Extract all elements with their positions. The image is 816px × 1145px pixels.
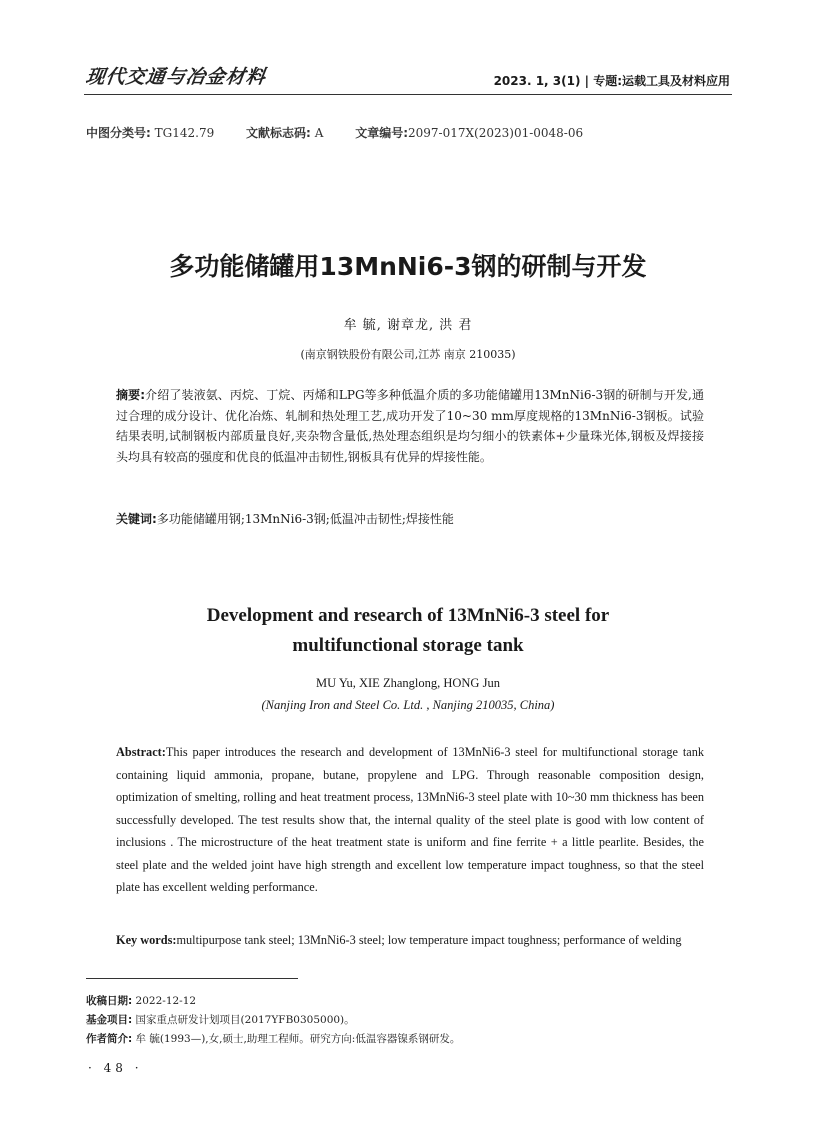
fund-label: 基金项目: [86, 1014, 133, 1026]
doc-code-value: A [314, 126, 324, 140]
cn-abstract [116, 385, 704, 467]
header-rule [84, 94, 732, 95]
en-keywords-text: multipurpose tank steel; 13MnNi6-3 steel; low temperature impact toughness; performance of welding [176, 933, 682, 947]
en-affiliation: (Nanjing Iron and Steel Co. Ltd. , Nanjing 210035, China) [261, 698, 555, 712]
clc-value: TG142.79 [154, 126, 215, 140]
meta-line [86, 124, 611, 141]
footnote-author [86, 1031, 460, 1046]
en-authors: MU Yu, XIE Zhanglong, HONG Jun [316, 676, 500, 690]
article-number [355, 126, 583, 140]
en-title [0, 601, 816, 661]
page-number: · 48 · [88, 1061, 143, 1075]
clc-label: 中图分类号: [86, 126, 151, 140]
cn-abstract-label: 摘要: [116, 388, 146, 402]
article-no-label: 文章编号: [355, 126, 408, 140]
author-bio-value: 牟 毓(1993—),女,硕士,助理工程师。研究方向:低温容器镍系钢研发。 [135, 1033, 461, 1045]
cn-keywords-text: 多功能储罐用钢;13MnNi6-3钢;低温冲击韧性;焊接性能 [156, 512, 454, 526]
doc-code-label: 文献标志码: [246, 126, 311, 140]
header-issue: 2023. 1, 3(1) | 专题:运载工具及材料应用 [493, 74, 730, 88]
cn-abstract-text: 介绍了装液氨、丙烷、丁烷、丙烯和LPG等多种低温介质的多功能储罐用13MnNi6-3钢的研制与开发,通过合理的成分设计、优化冶炼、轧制和热处理工艺,成功开发了10~30 mm厚度规格的13MnNi6-3钢板。试验结果表明,试制钢板内部质量良好,夹杂物含量低,热处理态组织是均匀细小的铁素体+少量珠光体,钢板及焊接接头均具有较高的强度和优良的低温冲击韧性,钢板具有优异的焊接性能。 [116, 388, 704, 464]
document-code [246, 126, 323, 140]
journal-logo: 现代交通与冶金材料 [84, 66, 268, 88]
cn-authors: 牟 毓, 谢章龙, 洪 君 [343, 318, 473, 333]
en-abstract-label: Abstract: [116, 745, 166, 759]
en-title-line2: multifunctional storage tank [292, 635, 524, 656]
received-value: 2022-12-12 [135, 995, 197, 1007]
footnote-received [86, 993, 196, 1008]
en-keywords-label: Key words: [116, 933, 177, 947]
clc-number [86, 126, 214, 140]
author-bio-label: 作者简介: [86, 1033, 133, 1045]
fund-value: 国家重点研发计划项目(2017YFB0305000)。 [135, 1014, 355, 1026]
en-keywords [116, 929, 704, 951]
article-no-value: 2097-017X(2023)01-0048-06 [408, 126, 584, 140]
footnote-fund [86, 1012, 355, 1027]
cn-keywords [116, 509, 704, 529]
cn-keywords-label: 关键词: [116, 512, 157, 526]
cn-affiliation: (南京钢铁股份有限公司,江苏 南京 210035) [300, 348, 516, 361]
footnote-rule [86, 978, 298, 979]
cn-title: 多功能储罐用13MnNi6-3钢的研制与开发 [169, 252, 647, 281]
en-abstract [116, 741, 704, 899]
en-abstract-text: This paper introduces the research and development of 13MnNi6-3 steel for multifunctional storage tank containing liquid ammonia, propane, butane, propylene and LPG. Through reasonable composition design, optimization of smelting, rolling and heat treatment process, 13MnNi6-3 steel plate with 10~30 mm thickness has been successfully developed. The test results show that, the internal quality of the steel plate is good with low content of inclusions . The microstructure of the heat treatment state is uniform and fine ferrite + a little pearlite. Besides, the steel plate and the welded joint have high strength and excellent low temperature impact toughness, so that the steel plate has excellent welding performance. [116, 745, 704, 894]
received-label: 收稿日期: [86, 995, 133, 1007]
en-title-line1: Development and research of 13MnNi6-3 steel for [206, 605, 610, 626]
